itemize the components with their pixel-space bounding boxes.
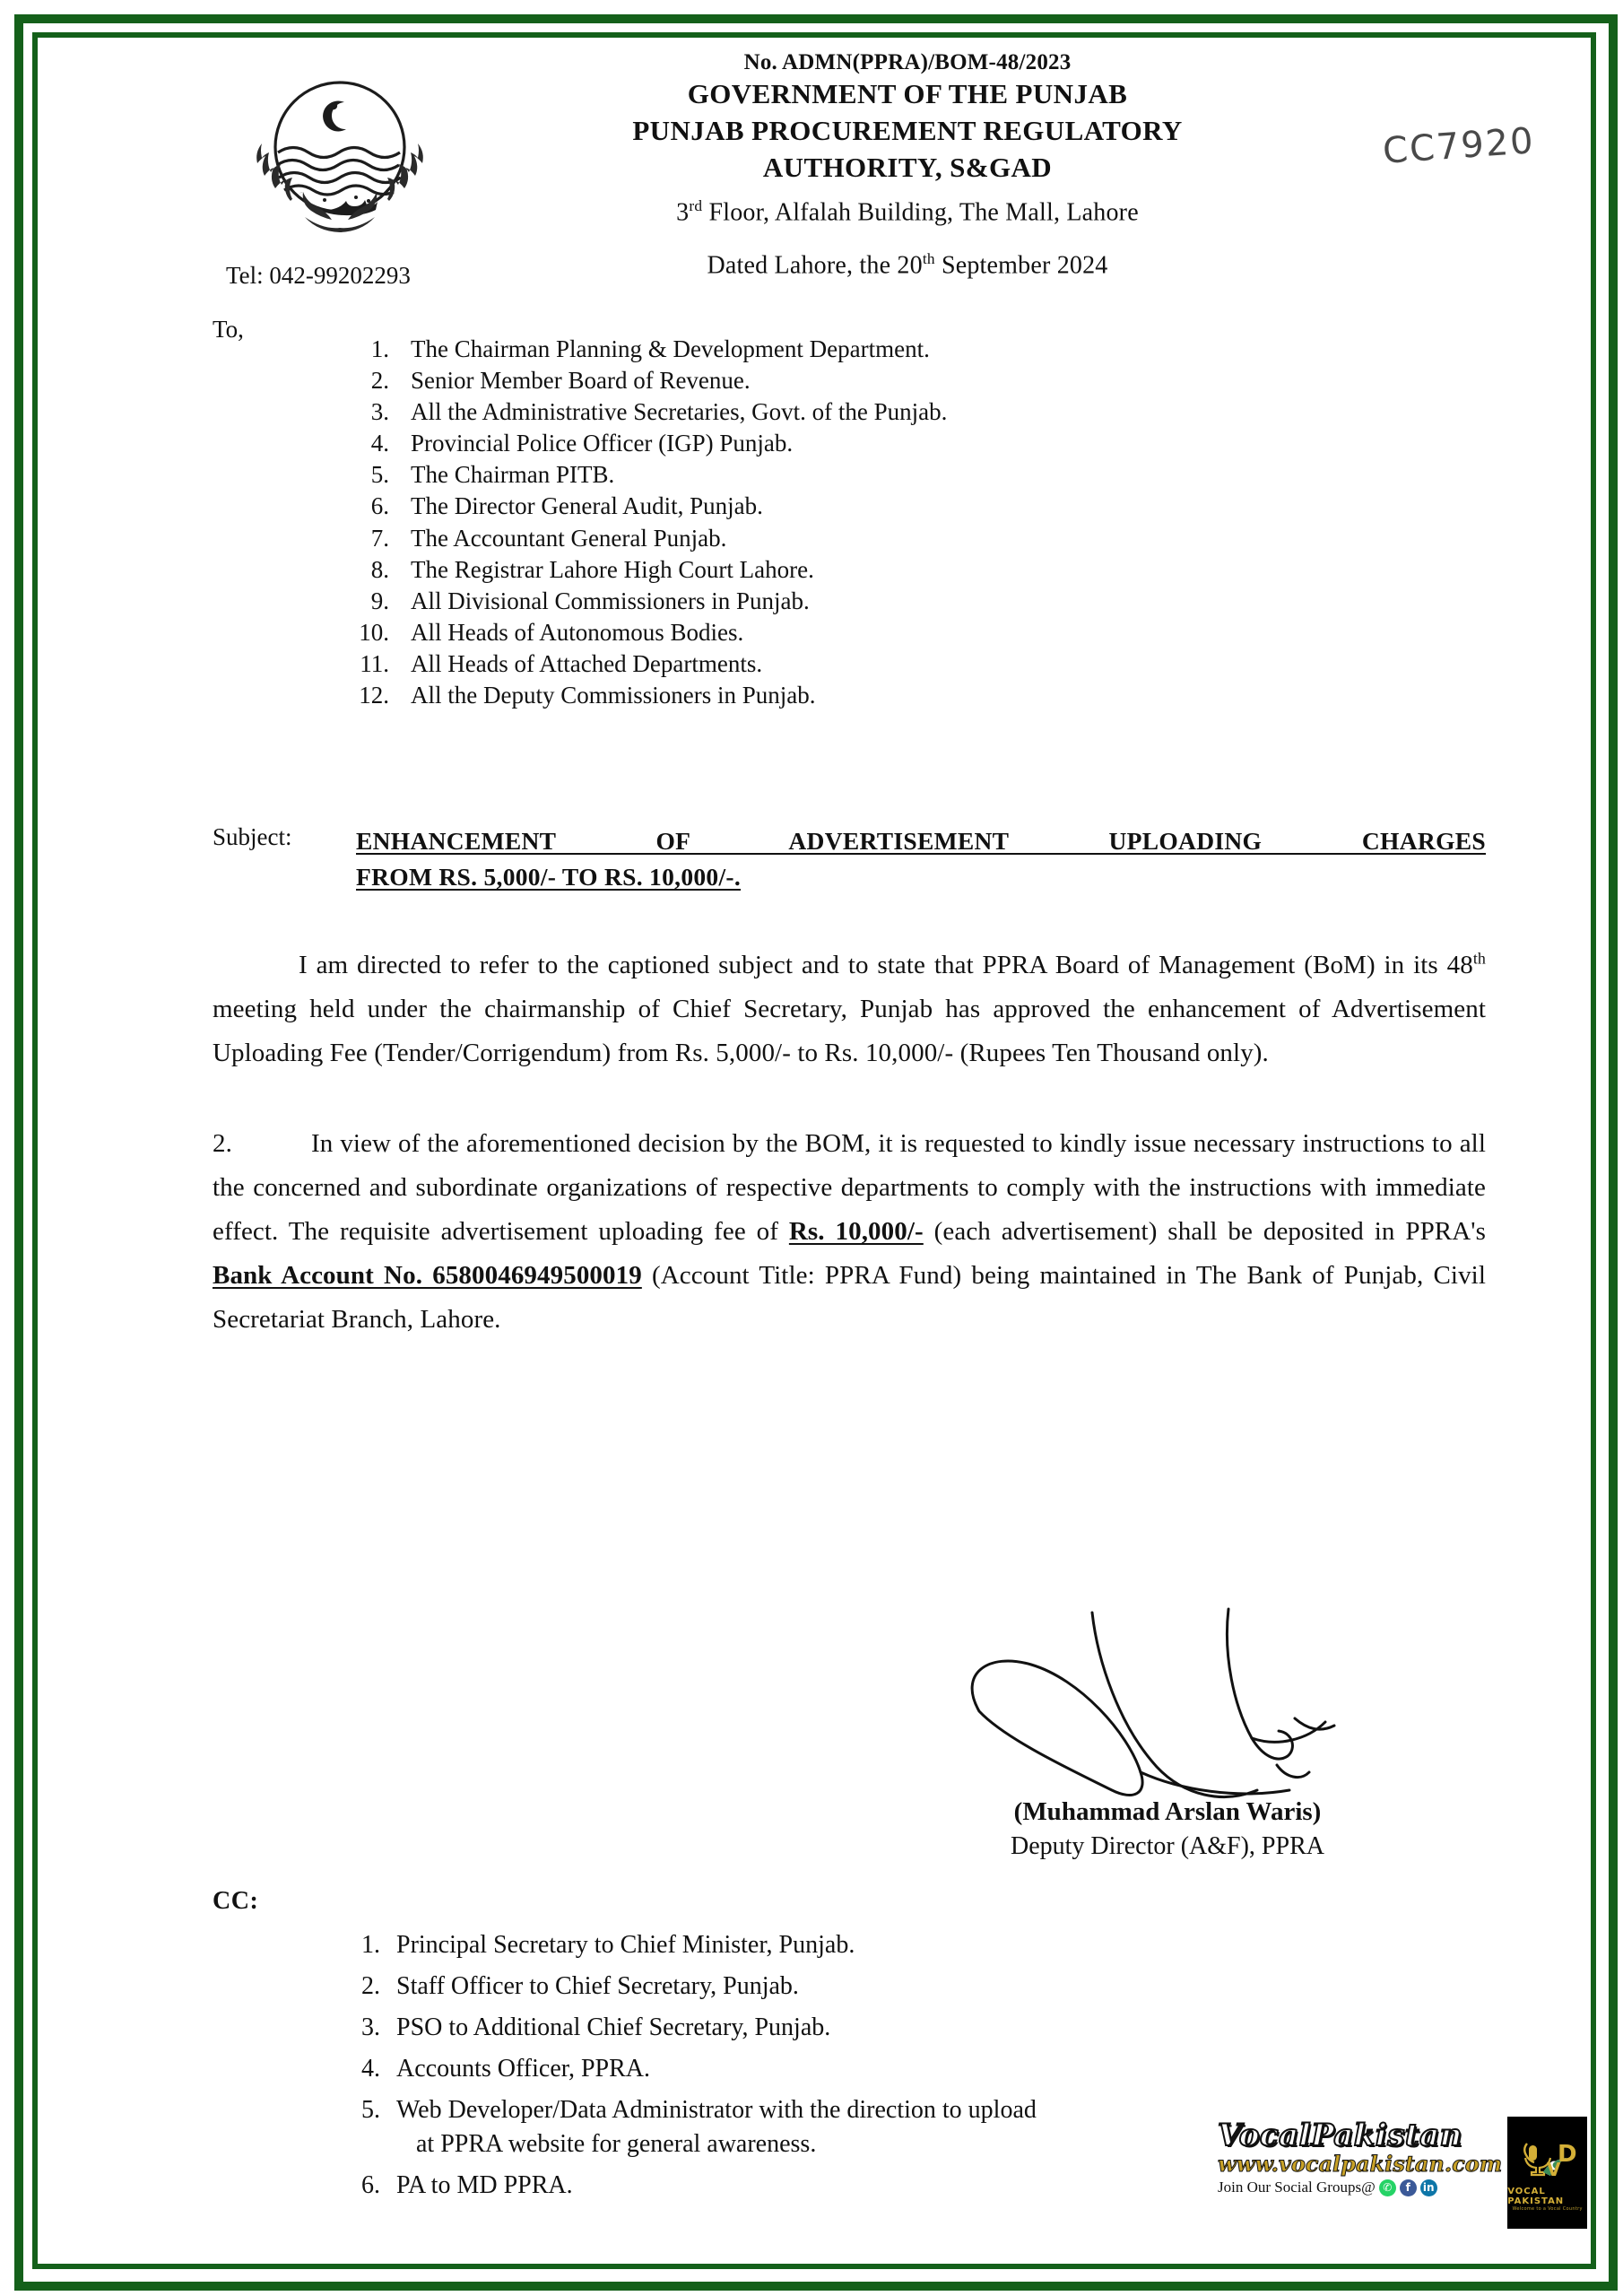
facebook-icon[interactable]: f bbox=[1400, 2179, 1417, 2196]
subject-label: Subject: bbox=[213, 823, 292, 850]
government-title: GOVERNMENT OF THE PUNJAB bbox=[687, 78, 1128, 109]
list-text-line1: Web Developer/Data Administrator with the direction to upload bbox=[396, 2096, 1037, 2125]
list-number: 4. bbox=[361, 2055, 380, 2083]
list-text: Provincial Police Officer (IGP) Punjab. bbox=[411, 430, 794, 457]
list-text: Senior Member Board of Revenue. bbox=[411, 367, 751, 395]
list-text: The Registrar Lahore High Court Lahore. bbox=[411, 555, 814, 583]
vocal-pakistan-logo-icon bbox=[1516, 2135, 1579, 2185]
watermark-join-label: Join Our Social Groups@ bbox=[1218, 2179, 1376, 2196]
list-item bbox=[334, 2011, 1463, 2045]
paragraph-1 bbox=[213, 944, 1486, 1075]
list-number: 8. bbox=[370, 555, 389, 583]
whatsapp-icon[interactable]: ✆ bbox=[1379, 2179, 1396, 2196]
list-item bbox=[334, 2052, 1463, 2086]
list-item bbox=[334, 1970, 1463, 2004]
watermark-logo-subtext: Welcome to a Vocal Country bbox=[1512, 2205, 1583, 2212]
list-text: The Director General Audit, Punjab. bbox=[411, 492, 763, 520]
document-page bbox=[47, 47, 1583, 2249]
list-number: 12. bbox=[359, 682, 389, 709]
authority-title-line2: AUTHORITY, S&GAD bbox=[762, 152, 1053, 184]
list-item bbox=[334, 428, 1454, 459]
to-label: To, bbox=[213, 316, 244, 343]
punjab-government-emblem-icon bbox=[228, 57, 452, 255]
list-text: The Chairman PITB. bbox=[411, 461, 615, 489]
list-text: All the Deputy Commissioners in Punjab. bbox=[411, 682, 816, 709]
subject-line bbox=[213, 823, 1486, 895]
watermark-logo-panel bbox=[1507, 2117, 1587, 2229]
list-item bbox=[334, 334, 1454, 365]
diary-stamp-number: CC7920 bbox=[1381, 120, 1537, 172]
list-number: 9. bbox=[370, 587, 389, 614]
signatory-designation: Deputy Director (A&F), PPRA bbox=[1011, 1832, 1324, 1860]
list-text: All the Administrative Secretaries, Govt. of the Punjab. bbox=[411, 398, 948, 426]
list-number: 1. bbox=[361, 1931, 380, 1959]
list-text: The Accountant General Punjab. bbox=[411, 524, 727, 552]
list-item bbox=[334, 586, 1454, 617]
letter-header bbox=[47, 47, 1576, 316]
list-text: Staff Officer to Chief Secretary, Punjab. bbox=[396, 1972, 799, 2001]
list-text: All Heads of Attached Departments. bbox=[411, 649, 763, 677]
list-item bbox=[334, 617, 1454, 648]
list-item bbox=[334, 680, 1454, 711]
cc-label: CC: bbox=[213, 1887, 259, 1915]
paragraph-1-text-a: I am directed to refer to the captioned subject and to state that PPRA Board of Management (BoM) in its 48 bbox=[299, 951, 1473, 979]
subject-text bbox=[356, 823, 1486, 895]
paragraph-1-text-b: meeting held under the chairmanship of Chief Secretary, Punjab has approved the enhancement of Advertisement Uploading Fee (Tender/Corrigendum) from Rs. 5,000/- to Rs. 10,000/- (Rupees Ten Thousand only). bbox=[213, 995, 1486, 1067]
svg-text:V: V bbox=[1546, 2158, 1561, 2180]
paragraph-2-text-b: (each advertisement) shall be deposited in PPRA's bbox=[923, 1217, 1486, 1246]
list-number: 2. bbox=[370, 367, 389, 395]
list-item bbox=[334, 554, 1454, 586]
list-item bbox=[334, 396, 1454, 428]
list-number: 10. bbox=[359, 618, 389, 646]
paragraph-2 bbox=[213, 1122, 1486, 1342]
subject-text-line2: FROM RS. 5,000/- TO RS. 10,000/-. bbox=[356, 863, 742, 891]
list-item bbox=[334, 365, 1454, 396]
list-item bbox=[334, 523, 1454, 554]
list-text: Principal Secretary to Chief Minister, Punjab. bbox=[396, 1931, 855, 1959]
fee-amount: Rs. 10,000/- bbox=[788, 1217, 924, 1246]
list-item bbox=[334, 491, 1454, 522]
list-number: 6. bbox=[370, 492, 389, 520]
signatory-name: (Muhammad Arslan Waris) bbox=[1013, 1797, 1322, 1826]
list-text: Accounts Officer, PPRA. bbox=[396, 2055, 650, 2083]
paragraph-2-number: 2. bbox=[213, 1129, 232, 1158]
watermark-text-panel bbox=[1211, 2117, 1507, 2229]
recipient-list bbox=[334, 334, 1454, 711]
authority-title-line1: PUNJAB PROCUREMENT REGULATORY bbox=[632, 115, 1183, 147]
header-text-block bbox=[459, 47, 1356, 280]
list-number: 3. bbox=[361, 2013, 380, 2042]
letter-body bbox=[213, 944, 1486, 1342]
handwritten-signature-icon bbox=[872, 1605, 1499, 1803]
bank-account-number: Bank Account No. 6580046949500019 bbox=[213, 1261, 642, 1290]
signature-block bbox=[854, 1605, 1481, 1861]
list-number: 5. bbox=[361, 2096, 380, 2125]
svg-text:D: D bbox=[1557, 2140, 1577, 2168]
list-number: 5. bbox=[370, 461, 389, 489]
subject-text-line1: ENHANCEMENT OF ADVERTISEMENT UPLOADING CHARGES bbox=[356, 827, 1486, 855]
list-number: 1. bbox=[370, 335, 389, 362]
list-item bbox=[334, 648, 1454, 680]
list-text: PA to MD PPRA. bbox=[396, 2171, 573, 2200]
watermark-social-row bbox=[1218, 2179, 1502, 2196]
list-number: 7. bbox=[370, 524, 389, 552]
list-number: 11. bbox=[360, 649, 389, 677]
vocal-pakistan-watermark bbox=[1211, 2117, 1587, 2229]
list-number: 6. bbox=[361, 2171, 380, 2200]
list-text: All Heads of Autonomous Bodies. bbox=[411, 618, 744, 646]
list-item bbox=[334, 459, 1454, 491]
list-text: The Chairman Planning & Development Department. bbox=[411, 335, 930, 362]
list-item bbox=[334, 1928, 1463, 1962]
watermark-brand: VocalPakistan bbox=[1218, 2118, 1462, 2153]
letter-date: Dated Lahore, the 20th September 2024 bbox=[707, 249, 1108, 280]
telephone-number: Tel: 042-99202293 bbox=[226, 262, 411, 289]
watermark-url[interactable]: www.vocalpakistan.com bbox=[1218, 2150, 1503, 2177]
ordinal-suffix: th bbox=[1472, 949, 1486, 968]
list-number: 3. bbox=[370, 398, 389, 426]
list-text: All Divisional Commissioners in Punjab. bbox=[411, 587, 810, 614]
list-text-line2: at PPRA website for general awareness. bbox=[416, 2130, 817, 2159]
paragraph-2-text-c: (Account Title: PPRA Fund) being maintained in The Bank of Punjab, Civil Secretariat Branch, Lahore. bbox=[213, 1261, 1486, 1334]
office-address: 3rd Floor, Alfalah Building, The Mall, Lahore bbox=[676, 196, 1139, 226]
document-number: No. ADMN(PPRA)/BOM-48/2023 bbox=[743, 50, 1072, 74]
watermark-logo-text: VOCAL PAKISTAN bbox=[1507, 2186, 1565, 2206]
list-text: PSO to Additional Chief Secretary, Punjab. bbox=[396, 2013, 831, 2042]
linkedin-icon[interactable]: in bbox=[1420, 2179, 1437, 2196]
paragraph-2-text-a: In view of the aforementioned decision by the BOM, it is requested to kindly issue necessary instructions to all the concerned and subordinate organizations of respective departments to comply with the instructions with immediate effect. The requisite advertisement uploading fee of bbox=[213, 1129, 1486, 1246]
list-number: 4. bbox=[370, 430, 389, 457]
list-number: 2. bbox=[361, 1972, 380, 2001]
